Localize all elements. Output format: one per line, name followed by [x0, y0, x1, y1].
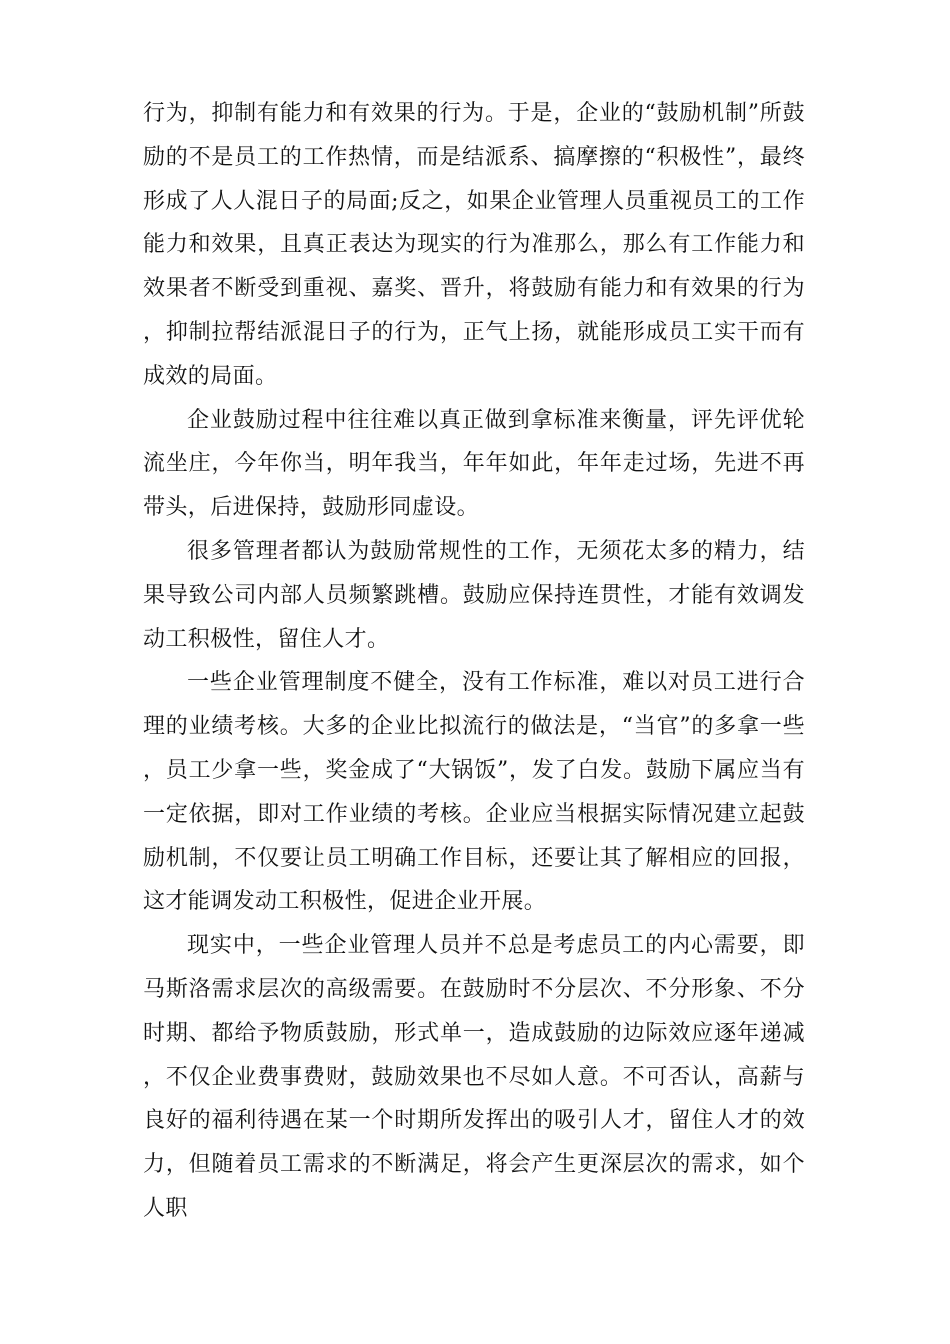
document-page	[143, 92, 805, 1231]
paragraph-3: 很多管理者都认为鼓励常规性的工作，无须花太多的精力，结果导致公司内部人员频繁跳槽。鼓励应保持连贯性，才能有效调发动工积极性，留住人才。	[143, 538, 805, 652]
paragraph-5: 现实中，一些企业管理人员并不总是考虑员工的内心需要，即马斯洛需求层次的高级需要。在鼓励时不分层次、不分形象、不分时期、都给予物质鼓励，形式单一，造成鼓励的边际效应逐年递减，不仅企业费事费财，鼓励效果也不尽如人意。不可否认，高薪与良好的福利待遇在某一个时期所发挥出的吸引人才，留住人才的效力，但随着员工需求的不断满足，将会产生更深层次的需求，如个人职	[143, 933, 805, 1221]
paragraph-4: 一些企业管理制度不健全，没有工作标准，难以对员工进行合理的业绩考核。大多的企业比拟流行的做法是，“当官”的多拿一些，员工少拿一些，奖金成了“大锅饭”，发了白发。鼓励下属应当有一定依据，即对工作业绩的考核。企业应当根据实际情况建立起鼓励机制，不仅要让员工明确工作目标，还要让其了解相应的回报，这才能调发动工积极性，促进企业开展。	[143, 670, 805, 915]
paragraph-2: 企业鼓励过程中往往难以真正做到拿标准来衡量，评先评优轮流坐庄，今年你当，明年我当，年年如此，年年走过场，先进不再带头，后进保持，鼓励形同虚设。	[143, 407, 805, 521]
paragraph-1: 行为，抑制有能力和有效果的行为。于是，企业的“鼓励机制”所鼓励的不是员工的工作热情，而是结派系、搞摩擦的“积极性”，最终形成了人人混日子的局面;反之，如果企业管理人员重视员工的工作能力和效果，且真正表达为现实的行为准那么，那么有工作能力和效果者不断受到重视、嘉奖、晋升，将鼓励有能力和有效果的行为，抑制拉帮结派混日子的行为，正气上扬，就能形成员工实干而有成效的局面。	[143, 101, 805, 389]
